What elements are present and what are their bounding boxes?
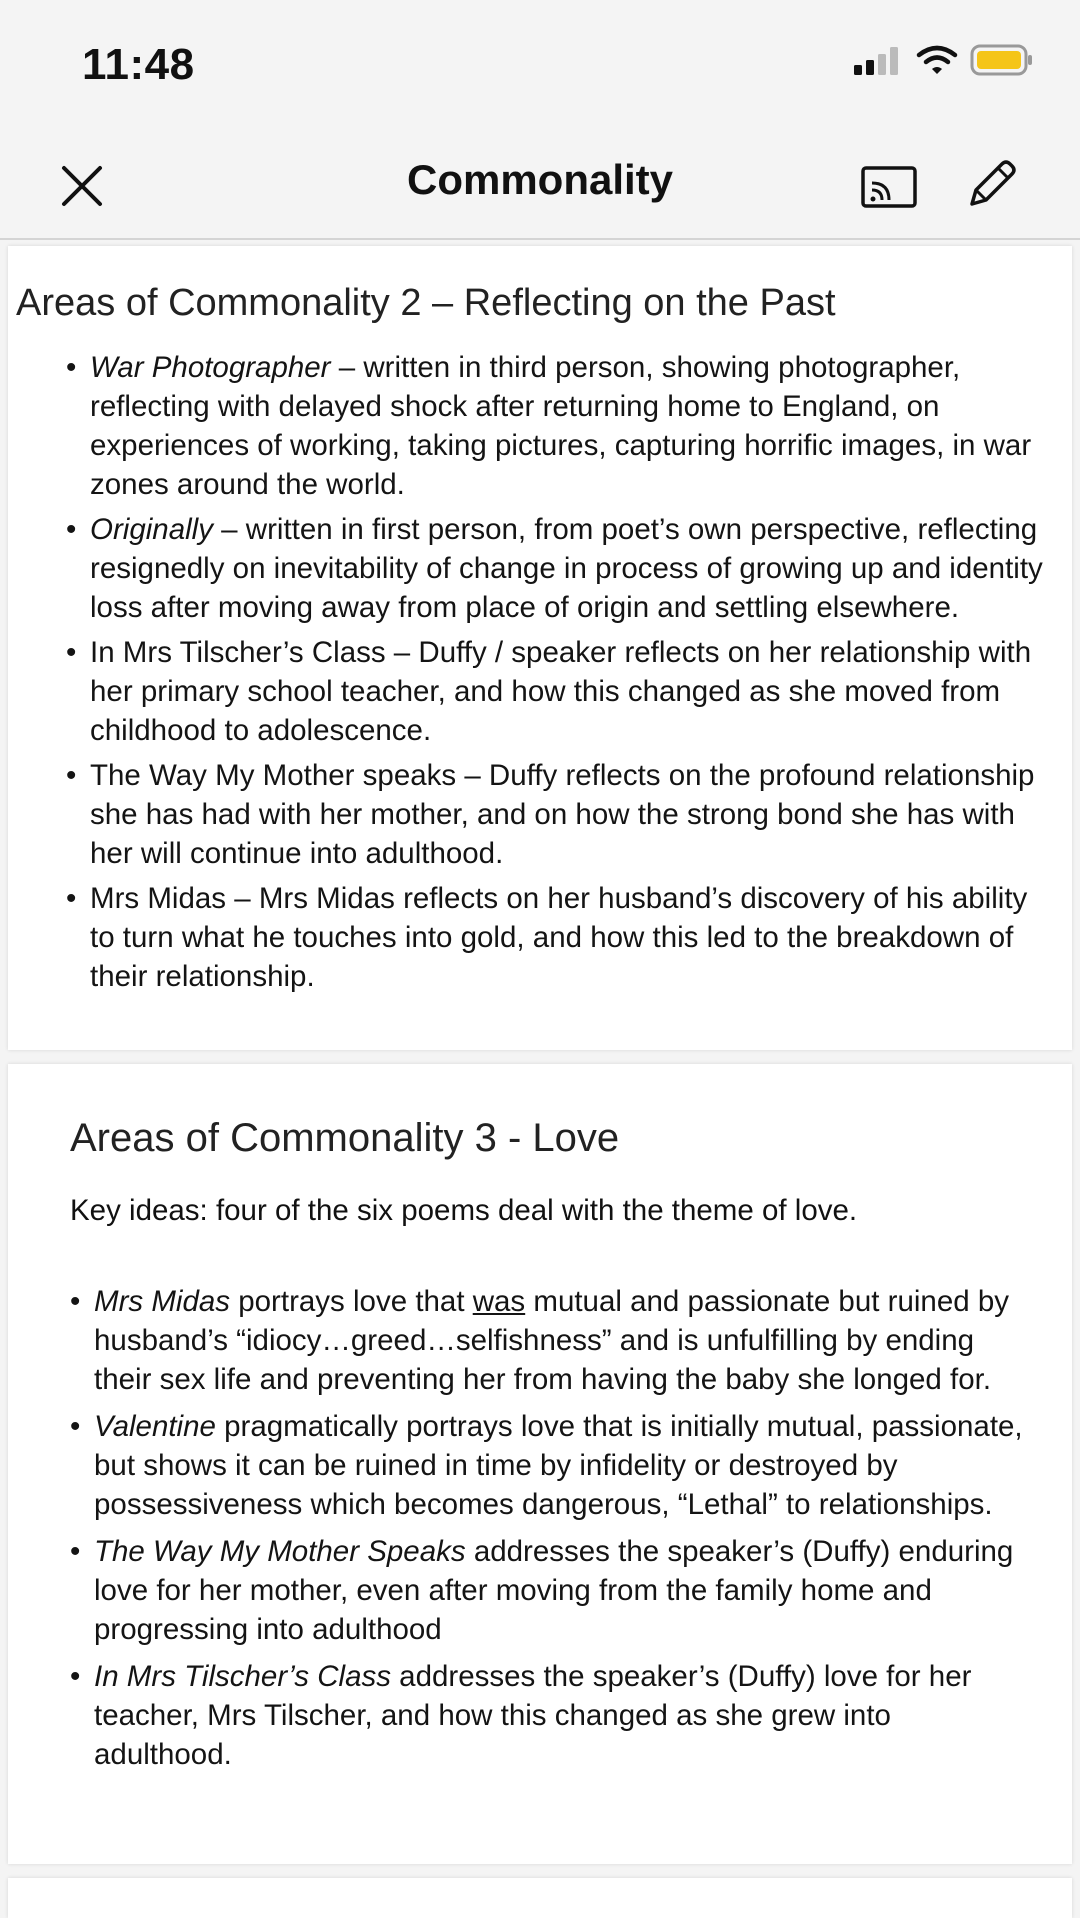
bullet-item: • In Mrs Tilscher’s Class – Duffy / speaker reflects on her relationship with her primary school teacher, and how this changed as she moved from childhood to adolescence. (66, 633, 1046, 750)
pencil-icon (962, 156, 1020, 214)
cast-icon (860, 162, 918, 212)
bullet-list (66, 348, 1046, 1002)
slide-love[interactable] (8, 1064, 1072, 1864)
status-icons (852, 44, 1034, 76)
edit-button[interactable] (962, 156, 1020, 214)
bullet-item: • Valentine pragmatically portrays love that is initially mutual, passionate, but shows it can be ruined in time by infidelity or destroyed by possessiveness which becomes dangerous, “Lethal” to relationships. (70, 1407, 1030, 1524)
signal-icon (852, 45, 904, 75)
status-time: 11:48 (82, 40, 195, 89)
battery-icon (970, 44, 1034, 76)
slide-title: Areas of Commonality 2 – Reflecting on the Past (16, 282, 836, 324)
key-ideas-text: Key ideas: four of the six poems deal with the theme of love. (70, 1194, 858, 1227)
cast-button[interactable] (860, 162, 918, 212)
bullet-item: • Mrs Midas – Mrs Midas reflects on her husband’s discovery of his ability to turn what he touches into gold, and how this led to the breakdown of their relationship. (66, 879, 1046, 996)
bullet-list (70, 1282, 1030, 1782)
bullet-item: • Mrs Midas portrays love that was mutual and passionate but ruined by husband’s “idiocy…greed…selfishness” and is unfulfilling by ending their sex life and preventing her from having the baby she longed for. (70, 1282, 1030, 1399)
bullet-item: • The Way My Mother Speaks addresses the speaker’s (Duffy) enduring love for her mother, even after moving from the family home and progressing into adulthood (70, 1532, 1030, 1649)
wifi-icon (916, 45, 958, 75)
status-bar (0, 0, 1080, 130)
bullet-item: • The Way My Mother speaks – Duffy reflects on the profound relationship she has had with her mother, and on how the strong bond she has with her will continue into adulthood. (66, 756, 1046, 873)
nav-bar (0, 130, 1080, 240)
page-title: Commonality (406, 156, 674, 203)
slide-reflecting-on-the-past[interactable] (8, 246, 1072, 1050)
bullet-item: • Originally – written in first person, from poet’s own perspective, reflecting resignedly on inevitability of change in process of growing up and identity loss after moving away from place of origin and settling elsewhere. (66, 510, 1046, 627)
bullet-item: • War Photographer – written in third person, showing photographer, reflecting with delayed shock after returning home to England, on experiences of working, taking pictures, capturing horrific images, in war zones around the world. (66, 348, 1046, 504)
slide-title: Areas of Commonality 3 - Love (70, 1116, 620, 1160)
bullet-item: • In Mrs Tilscher’s Class addresses the speaker’s (Duffy) love for her teacher, Mrs Tilscher, and how this changed as she grew into adulthood. (70, 1657, 1030, 1774)
slide-next[interactable] (8, 1878, 1072, 1918)
